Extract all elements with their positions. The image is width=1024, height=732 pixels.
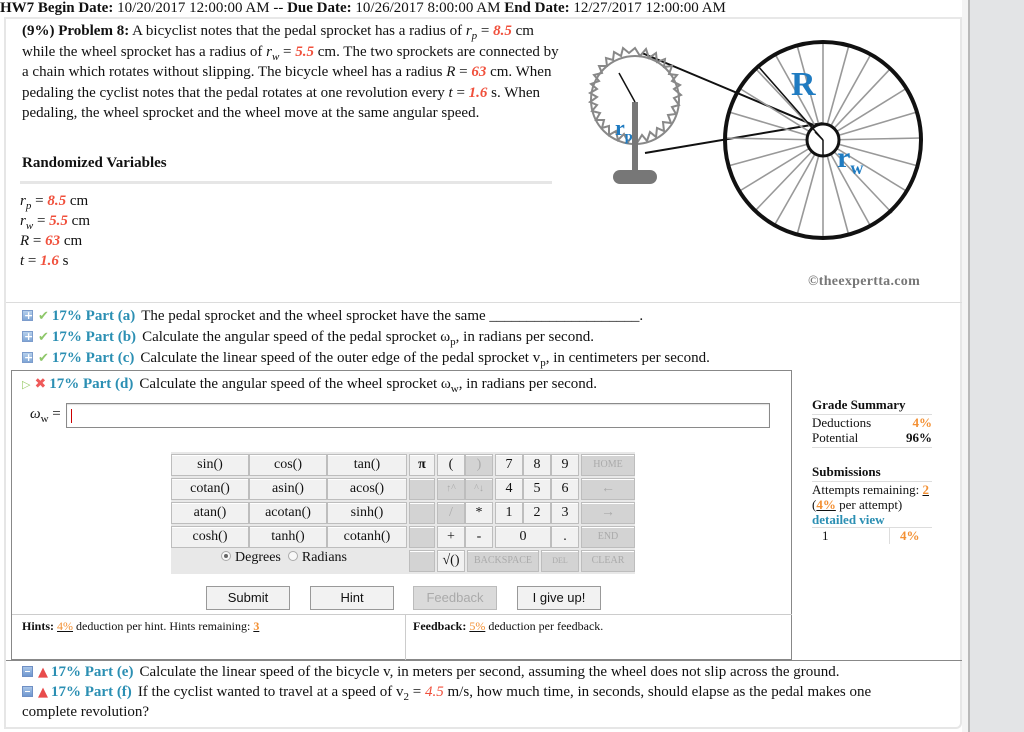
sprocket-diagram-icon xyxy=(585,40,925,280)
sqrt-button[interactable]: √() xyxy=(437,550,465,572)
part-percent: 17% xyxy=(49,376,80,392)
feedback-text: deduction per feedback. xyxy=(485,619,604,633)
divider xyxy=(405,615,406,661)
part-text: , in radians per second. xyxy=(458,376,598,392)
submission-deduction: 4% xyxy=(900,528,920,543)
R-label: R xyxy=(791,66,816,103)
decimal-button[interactable]: . xyxy=(551,526,579,548)
divide-button[interactable]: / xyxy=(437,502,465,524)
part-name: Part (b) xyxy=(85,329,137,345)
part-percent: 17% xyxy=(51,684,81,700)
rp-value: 8.5 xyxy=(493,23,512,39)
divider xyxy=(6,302,962,303)
submission-number: 1 xyxy=(812,528,890,544)
rw-label xyxy=(837,141,864,178)
atan-button[interactable]: atan() xyxy=(171,502,249,524)
feedback-button[interactable]: Feedback xyxy=(413,586,497,610)
degrees-label: Degrees xyxy=(235,550,281,565)
play-arrow-icon: ▷ xyxy=(22,378,31,391)
part-label[interactable] xyxy=(49,376,133,392)
rw-label-sub: w xyxy=(850,158,864,178)
part-text: , in centimeters per second. xyxy=(545,350,710,366)
collapse-icon[interactable] xyxy=(22,666,33,677)
sinh-button[interactable]: sinh() xyxy=(327,502,407,524)
part-label[interactable] xyxy=(52,308,135,324)
rp-label-sym: r xyxy=(615,115,625,140)
collapse-icon[interactable] xyxy=(22,686,33,697)
potential-label: Potential xyxy=(812,430,859,445)
randomized-variables-list xyxy=(20,191,90,271)
part-text: If the cyclist wanted to travel at a speed of v xyxy=(137,684,404,700)
checkmark-icon: ✔ xyxy=(38,330,49,345)
left-arrow-button[interactable]: ← xyxy=(581,478,635,500)
digit-6-button[interactable]: 6 xyxy=(551,478,579,500)
feedback-label: Feedback: xyxy=(413,619,467,633)
begin-date-label: Begin Date: xyxy=(37,0,114,16)
tan-button[interactable]: tan() xyxy=(327,454,407,476)
variable-row: $r_w = 5.5$ cm xyxy=(20,213,90,232)
problem-title: Problem 8: xyxy=(58,23,130,39)
part-subscript: 2 xyxy=(403,691,410,703)
var-value: 1.6 xyxy=(40,253,59,269)
degrees-radio[interactable] xyxy=(221,551,231,561)
hints-info xyxy=(22,619,259,634)
answer-equals: = xyxy=(48,406,61,422)
end-button[interactable]: END xyxy=(581,526,635,548)
expand-icon[interactable] xyxy=(22,352,33,363)
variable-row: t = 1.6 s xyxy=(20,253,69,269)
right-paren-button[interactable]: ) xyxy=(465,454,493,476)
submission-history-row xyxy=(812,528,932,544)
var-value: 5.5 xyxy=(49,213,68,229)
feedback-deduction: 5% xyxy=(469,619,486,633)
part-subscript: w xyxy=(450,383,459,395)
problem-weight: (9%) xyxy=(22,23,55,39)
hints-feedback-panel xyxy=(12,614,792,660)
superscript-up-button[interactable]: ↑^ xyxy=(437,478,465,500)
part-name: Part (c) xyxy=(85,350,135,366)
var-unit: cm xyxy=(63,233,83,249)
checkmark-icon: ✔ xyxy=(38,351,49,366)
deductions-row xyxy=(812,415,932,430)
hints-remaining: 3 xyxy=(253,619,260,633)
home-button[interactable]: HOME xyxy=(581,454,635,476)
part-name: Part (e) xyxy=(84,664,134,680)
rp-subscript: p xyxy=(471,30,478,42)
digit-8-button[interactable]: 8 xyxy=(523,454,551,476)
x-mark-icon: ✖ xyxy=(34,376,47,392)
deductions-value: 4% xyxy=(912,415,932,430)
part-name: Part (f) xyxy=(84,684,132,700)
part-percent: 17% xyxy=(51,329,82,345)
window-background xyxy=(968,0,1024,732)
part-percent: 17% xyxy=(51,664,81,680)
attempts-label: Attempts remaining: xyxy=(812,482,920,497)
multiply-button[interactable]: * xyxy=(465,502,493,524)
var-unit: cm xyxy=(71,213,90,229)
radians-label: Radians xyxy=(301,550,347,565)
delete-button[interactable]: DEL xyxy=(541,550,579,572)
v2-value: 4.5 xyxy=(425,684,444,700)
t-value: 1.6 xyxy=(468,84,488,101)
hint-deduction: 4% xyxy=(57,619,74,633)
part-name: Part (d) xyxy=(82,376,134,392)
var-symbol: r xyxy=(20,193,26,209)
problem-text: A bicyclist notes that the pedal sprocket has a radius of xyxy=(132,23,463,39)
part-b-row[interactable] xyxy=(22,328,594,347)
part-f-continuation xyxy=(22,703,149,721)
divider xyxy=(6,660,962,661)
var-unit: s xyxy=(62,253,69,269)
digit-1-button[interactable]: 1 xyxy=(495,502,523,524)
per-attempt xyxy=(812,497,932,512)
pi-button[interactable]: π xyxy=(409,454,435,476)
hints-label: Hints: xyxy=(22,619,55,633)
cotan-button[interactable]: cotan() xyxy=(171,478,249,500)
randomized-variables-title: Randomized Variables xyxy=(22,155,167,171)
copyright-text: ©theexpertta.com xyxy=(808,274,921,289)
variable-row: $r_p = 8.5$ cm xyxy=(20,193,89,212)
part-text: , in radians per second. xyxy=(455,329,594,345)
part-e-row[interactable] xyxy=(22,663,840,682)
part-text: Calculate the linear speed of the bicycle v, in meters per second, assuming the wheel does not slip across the ground. xyxy=(139,664,840,680)
calculator-keypad xyxy=(171,452,635,574)
answer-symbol: ω xyxy=(30,406,41,422)
acos-button[interactable]: acos() xyxy=(327,478,407,500)
potential-row xyxy=(812,430,932,445)
digit-4-button[interactable]: 4 xyxy=(495,478,523,500)
begin-date-value: 10/20/2017 12:00:00 AM xyxy=(117,0,270,16)
var-subscript: p xyxy=(25,200,32,212)
per-attempt-value: 4% xyxy=(816,497,836,512)
R-symbol: R xyxy=(446,64,456,80)
angle-mode xyxy=(221,550,347,566)
superscript-down-button[interactable]: ^↓ xyxy=(465,478,493,500)
blank-key xyxy=(409,502,435,524)
digit-2-button[interactable]: 2 xyxy=(523,502,551,524)
part-text: complete revolution? xyxy=(22,704,150,720)
part-subscript: p xyxy=(540,357,546,369)
submit-button[interactable]: Submit xyxy=(206,586,290,610)
deductions-label: Deductions xyxy=(812,415,872,430)
answer-input[interactable] xyxy=(66,403,770,428)
text-caret xyxy=(71,409,72,423)
divider xyxy=(812,447,932,448)
problem-text: cm. When pedaling the cyclist notes that the pedal rotates at one revolution every xyxy=(22,64,552,101)
submissions-title: Submissions xyxy=(812,464,932,482)
part-text: Calculate the angular speed of the pedal sprocket ω xyxy=(142,329,451,345)
part-text: Calculate the angular speed of the wheel sprocket ω xyxy=(139,376,451,392)
part-f-row[interactable] xyxy=(22,683,871,702)
rp-label-sub: p xyxy=(624,129,633,145)
part-text: m/s, how much time, in seconds, should elapse as the pedal makes one xyxy=(443,684,872,700)
asin-button[interactable]: asin() xyxy=(249,478,327,500)
tanh-button[interactable]: tanh() xyxy=(249,526,327,548)
cos-button[interactable]: cos() xyxy=(249,454,327,476)
give-up-button[interactable]: I give up! xyxy=(517,586,601,610)
digit-7-button[interactable]: 7 xyxy=(495,454,523,476)
expand-icon[interactable] xyxy=(22,310,33,321)
attempts-remaining xyxy=(812,482,932,497)
problem-text: s. When pedaling, the wheel sprocket and the wheel move at the same angular speed. xyxy=(22,84,541,121)
radians-radio[interactable] xyxy=(288,551,298,561)
end-date-label: End Date: xyxy=(504,0,570,16)
cotanh-button[interactable]: cotanh() xyxy=(327,526,407,548)
attempts-value: 2 xyxy=(922,482,929,497)
per-attempt-text: per attempt) xyxy=(835,497,903,512)
var-value: 63 xyxy=(45,233,61,249)
assignment-header xyxy=(0,0,960,18)
part-equals: = xyxy=(409,684,426,700)
potential-value: 96% xyxy=(906,430,932,445)
part-text: Calculate the linear speed of the outer edge of the pedal sprocket v xyxy=(140,350,541,366)
rp-label xyxy=(615,115,633,145)
left-paren-button[interactable]: ( xyxy=(437,454,465,476)
part-label[interactable] xyxy=(51,664,133,680)
checkmark-icon: ✔ xyxy=(38,309,49,324)
due-date-value: 10/26/2017 8:00:00 AM xyxy=(355,0,501,16)
warning-icon: ▲ xyxy=(38,685,48,700)
digit-5-button[interactable]: 5 xyxy=(523,478,551,500)
var-value: 8.5 xyxy=(47,193,67,209)
detailed-view-link[interactable]: detailed view xyxy=(812,512,885,527)
digit-3-button[interactable]: 3 xyxy=(551,502,579,524)
problem-statement: (9%) Problem 8: A bicyclist notes that the pedal sprocket has a radius of $r_p = 8.5$ cm while the wheel sprocket has a radius of $r_w = 5.5$ cm. The two sprockets are connected by a chain which rotates without slipping. The bicycle wheel has a radius R = 63 cm. When pedaling the cyclist notes that the pedal rotates at one revolution every t = 1.6 s. When pedaling, the wheel sprocket and the wheel move at the same angular speed. xyxy=(22,23,559,121)
rw-subscript: w xyxy=(271,50,280,63)
problem-text: cm while the wheel sprocket has a radius of xyxy=(22,23,534,60)
grade-summary-title: Grade Summary xyxy=(812,397,932,415)
answer-label xyxy=(30,406,61,423)
answer-subscript: w xyxy=(40,413,49,425)
end-date-value: 12/27/2017 12:00:00 AM xyxy=(573,0,726,16)
digit-0-button[interactable]: 0 xyxy=(495,526,551,548)
minus-button[interactable]: - xyxy=(465,526,493,548)
feedback-info xyxy=(413,619,603,634)
rp-symbol: r xyxy=(465,23,472,39)
blank-key xyxy=(409,526,435,548)
grade-summary xyxy=(812,397,932,544)
part-label[interactable] xyxy=(51,684,132,700)
t-symbol: t xyxy=(448,84,453,101)
part-label[interactable] xyxy=(52,350,134,366)
digit-9-button[interactable]: 9 xyxy=(551,454,579,476)
blank-key xyxy=(409,550,435,572)
part-a-row[interactable] xyxy=(22,307,643,326)
blank-key xyxy=(409,478,435,500)
sin-button[interactable]: sin() xyxy=(171,454,249,476)
hints-text: deduction per hint. Hints remaining: xyxy=(73,619,254,633)
right-arrow-button[interactable]: → xyxy=(581,502,635,524)
variable-row: R = 63 cm xyxy=(20,233,83,249)
part-blank: ____________________. xyxy=(489,308,644,324)
expand-icon[interactable] xyxy=(22,331,33,342)
cosh-button[interactable]: cosh() xyxy=(171,526,249,548)
rw-value: 5.5 xyxy=(295,43,314,60)
var-subscript: w xyxy=(25,220,34,232)
var-symbol: r xyxy=(20,213,26,229)
part-percent: 17% xyxy=(51,308,82,324)
part-label[interactable] xyxy=(52,329,136,345)
header-separator: -- xyxy=(273,0,284,16)
page-edge xyxy=(962,0,968,732)
var-symbol: t xyxy=(20,253,25,269)
hint-button[interactable]: Hint xyxy=(310,586,394,610)
backspace-button[interactable]: BACKSPACE xyxy=(467,550,539,572)
paren: ( xyxy=(812,497,817,512)
hw-label: HW7 xyxy=(0,0,35,16)
var-unit: cm xyxy=(69,193,89,209)
part-percent: 17% xyxy=(51,350,82,366)
rw-label-sym: r xyxy=(837,141,851,174)
part-text: The pedal sprocket and the wheel sprocket have the same xyxy=(141,308,486,324)
clear-button[interactable]: CLEAR xyxy=(581,550,635,572)
R-value: 63 xyxy=(471,64,487,80)
part-d-row[interactable] xyxy=(22,375,597,394)
var-symbol: R xyxy=(20,233,30,249)
due-date-label: Due Date: xyxy=(287,0,352,16)
part-subscript: p xyxy=(450,336,456,348)
rw-symbol: r xyxy=(266,43,272,60)
problem-text: cm. The two sprockets are connected by a chain which rotates without slipping. The bicycle wheel has a radius xyxy=(22,43,559,80)
divider xyxy=(20,181,552,184)
bicycle-sprocket-figure xyxy=(585,40,925,280)
part-name: Part (a) xyxy=(85,308,136,324)
plus-button[interactable]: + xyxy=(437,526,465,548)
warning-icon: ▲ xyxy=(38,665,48,680)
acotan-button[interactable]: acotan() xyxy=(249,502,327,524)
part-c-row[interactable] xyxy=(22,349,710,368)
